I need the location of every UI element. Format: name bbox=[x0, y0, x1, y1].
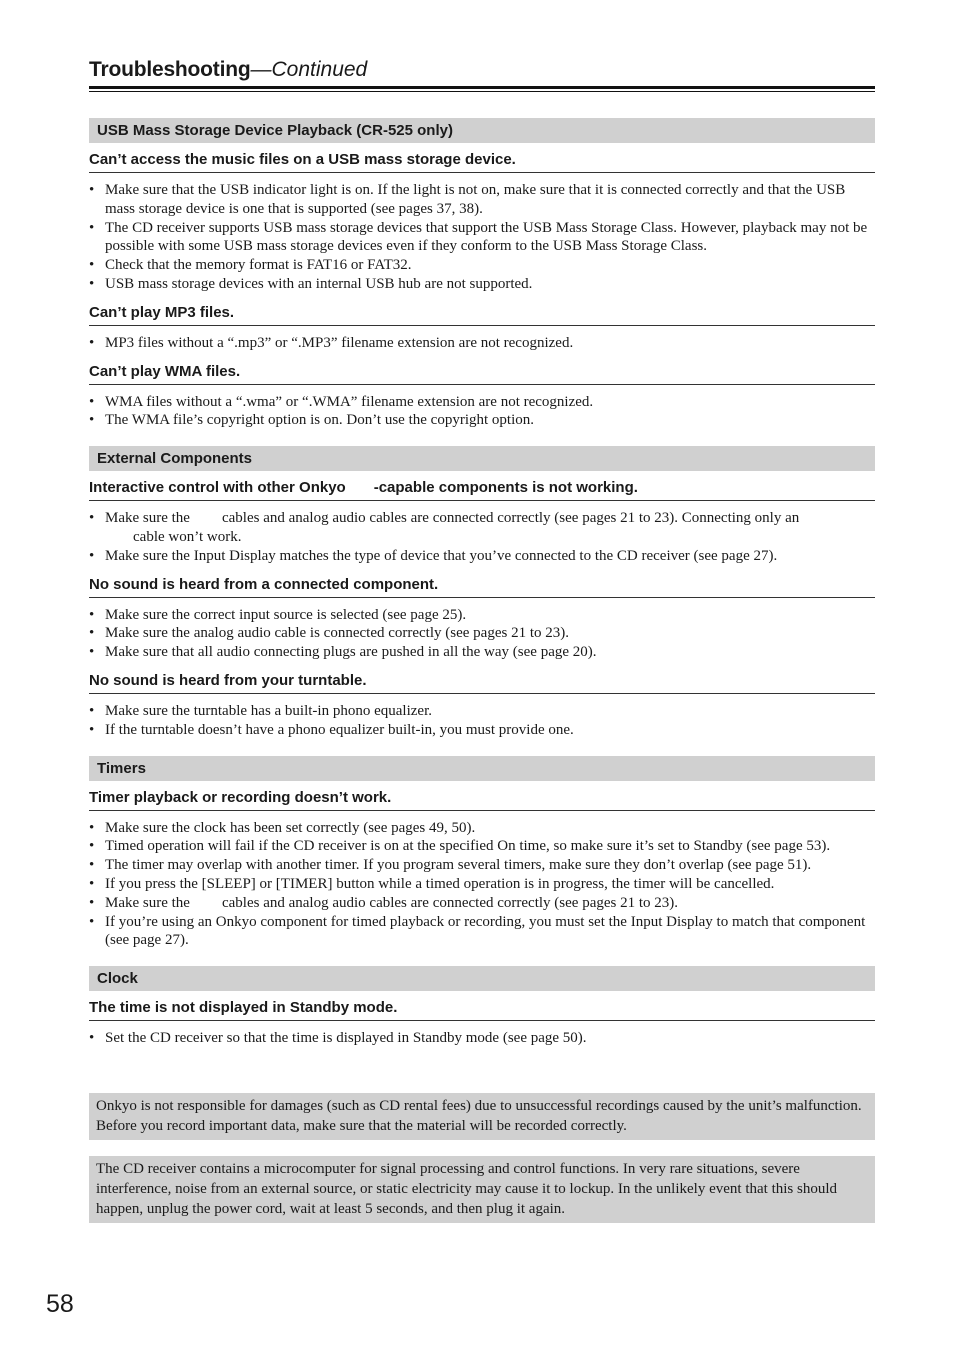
header-rule-thick bbox=[89, 86, 875, 89]
list-no-sound-turntable bbox=[89, 694, 875, 742]
list-clock bbox=[89, 1021, 875, 1050]
list-item: • Make sure the clock has been set correctly (see pages 49, 50). bbox=[89, 819, 476, 836]
problem-wma: Can’t play WMA files. bbox=[89, 355, 875, 385]
list-item: • Make sure the turntable has a built-in phono equalizer. bbox=[89, 702, 432, 719]
problem-mp3: Can’t play MP3 files. bbox=[89, 296, 875, 326]
list-item: • If the turntable doesn’t have a phono equalizer built-in, you must provide one. bbox=[89, 721, 574, 738]
list-item: • MP3 files without a “.mp3” or “.MP3” filename extension are not recognized. bbox=[89, 334, 574, 351]
list-item: • If you press the [SLEEP] or [TIMER] button while a timed operation is in progress, the timer will be cancelled. bbox=[89, 875, 775, 892]
list-item: • Timed operation will fail if the CD receiver is on at the specified On time, so make sure it’s set to Standby (see page 53). bbox=[89, 838, 831, 855]
troubleshooting-content bbox=[89, 118, 875, 1050]
page-header bbox=[89, 56, 875, 84]
note-microcomputer: The CD receiver contains a microcomputer for signal processing and control functions. In very rare situations, severe interference, noise from an external source, or static electricity may cause it to lockup. In the unlikely event that this should happen, unplug the power cord, wait at least 5 seconds, and then plug it again. bbox=[89, 1156, 875, 1223]
list-item: • Make sure the correct input source is selected (see page 25). bbox=[89, 606, 467, 623]
list-item: • Set the CD receiver so that the time is displayed in Standby mode (see page 50). bbox=[89, 1030, 587, 1047]
list-item: • Make sure the cables and analog audio cables are connected correctly (see pages 21 to 23). bbox=[89, 894, 679, 911]
list-item: • Make sure the Input Display matches the type of device that you’ve connected to the CD receiver (see page 27). bbox=[89, 547, 778, 564]
problem-clock: The time is not displayed in Standby mode. bbox=[89, 991, 875, 1021]
section-external: External Components bbox=[89, 446, 875, 471]
list-item: • Make sure that all audio connecting plugs are pushed in all the way (see page 20). bbox=[89, 644, 597, 661]
problem-usb-access: Can’t access the music files on a USB mass storage device. bbox=[89, 143, 875, 173]
list-item: • USB mass storage devices with an internal USB hub are not supported. bbox=[89, 275, 533, 292]
page-title: Troubleshooting bbox=[89, 58, 251, 81]
list-item: • If you’re using an Onkyo component for timed playback or recording, you must set the Input Display to match that component (see page 27). bbox=[89, 913, 866, 949]
list-item: • Make sure the analog audio cable is connected correctly (see pages 21 to 23). bbox=[89, 625, 569, 642]
list-item: • Make sure that the USB indicator light is on. If the light is not on, make sure that it is connected correctly and that the USB mass storage device is one that is supported (see pages 37, 38). bbox=[89, 182, 846, 217]
list-item: • Check that the memory format is FAT16 or FAT32. bbox=[89, 257, 412, 274]
list-mp3 bbox=[89, 326, 875, 355]
problem-timer: Timer playback or recording doesn’t work. bbox=[89, 781, 875, 811]
list-item: • WMA files without a “.wma” or “.WMA” filename extension are not recognized. bbox=[89, 393, 594, 410]
list-interactive-control bbox=[89, 501, 875, 567]
list-item: • The CD receiver supports USB mass storage devices that support the USB Mass Storage Class. However, playback may not be possible with some USB mass storage devices even if they conform to the USB Mass Storage Class. bbox=[89, 219, 868, 255]
list-wma bbox=[89, 385, 875, 433]
page-title-continued: —Continued bbox=[250, 58, 368, 81]
problem-no-sound-turntable: No sound is heard from your turntable. bbox=[89, 664, 875, 694]
list-item: • The WMA file’s copyright option is on. Don’t use the copyright option. bbox=[89, 412, 534, 429]
section-usb: USB Mass Storage Device Playback (CR-525 only) bbox=[89, 118, 875, 143]
list-usb-access bbox=[89, 173, 875, 296]
problem-interactive-control: Interactive control with other Onkyo -capable components is not working. bbox=[89, 471, 875, 501]
section-clock: Clock bbox=[89, 966, 875, 991]
problem-no-sound-component: No sound is heard from a connected component. bbox=[89, 568, 875, 598]
list-no-sound-component bbox=[89, 598, 875, 664]
note-recording-disclaimer: Onkyo is not responsible for damages (such as CD rental fees) due to unsuccessful recordings caused by the unit’s malfunction. Before you record important data, make sure that the material will be recorded correctly. bbox=[89, 1093, 875, 1140]
list-item: • The timer may overlap with another timer. If you program several timers, make sure they don’t overlap (see page 51). bbox=[89, 857, 812, 874]
section-timers: Timers bbox=[89, 756, 875, 781]
page-number: 58 bbox=[46, 1290, 74, 1318]
list-item: • Make sure the cables and analog audio cables are connected correctly (see pages 21 to 23). Connecting only an cable won’t work. bbox=[89, 510, 800, 545]
list-timer bbox=[89, 811, 875, 953]
header-rule-thin bbox=[89, 91, 875, 92]
